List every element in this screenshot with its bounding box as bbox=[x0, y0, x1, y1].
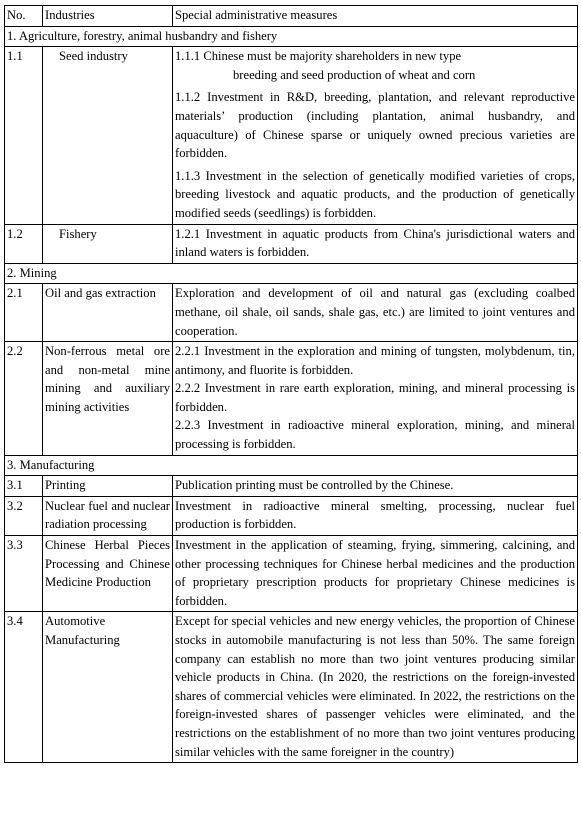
section-row bbox=[5, 26, 578, 47]
row-measures bbox=[173, 476, 578, 497]
industry-label: Fishery bbox=[59, 226, 97, 241]
row-industry: Non-ferrous metal ore and non-metal mine mining and auxiliary mining activities bbox=[43, 342, 173, 456]
measure-item: Except for special vehicles and new energy vehicles, the proportion of Chinese stocks in automobile manufacturing is not less than 50%. The same foreign company can establish no more than two joint ventures producing similar vehicle products in China. (In 2020, the restrictions on the foreign-invested shares of commercial vehicles were eliminated. In 2022, the restrictions on the foreign-invested shares of passenger vehicles were eliminated, and the restrictions on the establishment of no more than two joint ventures producing similar vehicles with the same foreigner in the country) bbox=[175, 614, 575, 759]
row-measures bbox=[173, 224, 578, 263]
table-row bbox=[5, 342, 578, 456]
header-row bbox=[5, 6, 578, 27]
section-row bbox=[5, 263, 578, 284]
section-title: 3. Manufacturing bbox=[5, 455, 578, 476]
measure-item: Publication printing must be controlled by the Chinese. bbox=[175, 478, 454, 493]
row-no: 2.1 bbox=[5, 284, 43, 342]
row-industry bbox=[43, 224, 173, 263]
row-no: 2.2 bbox=[5, 342, 43, 456]
row-measures bbox=[173, 612, 578, 763]
measure-item: breeding and seed production of wheat and corn bbox=[233, 67, 476, 82]
measure-item: 2.2.1 Investment in the exploration and mining of tungsten, molybdenum, tin, antimony, and fluorite is forbidden. bbox=[175, 344, 575, 377]
measure-item: 1.2.1 Investment in aquatic products from China's jurisdictional waters and inland waters is forbidden. bbox=[175, 226, 575, 260]
row-industry bbox=[43, 47, 173, 224]
row-no: 3.4 bbox=[5, 612, 43, 763]
row-no: 3.2 bbox=[5, 496, 43, 535]
table-row bbox=[5, 496, 578, 535]
measure-item: Investment in radioactive mineral smelting, processing, nuclear fuel production is forbidden. bbox=[175, 498, 575, 532]
row-industry: Nuclear fuel and nuclear radiation processing bbox=[43, 496, 173, 535]
measure-item: 1.1.1 Chinese must be majority shareholders in new type bbox=[175, 49, 462, 64]
row-measures bbox=[173, 342, 578, 456]
section-title: 1. Agriculture, forestry, animal husbandry and fishery bbox=[5, 26, 578, 47]
table-row bbox=[5, 284, 578, 342]
table-row bbox=[5, 536, 578, 612]
row-no: 3.1 bbox=[5, 476, 43, 497]
row-industry: Printing bbox=[43, 476, 173, 497]
header-no: No. bbox=[5, 6, 43, 27]
table-row bbox=[5, 47, 578, 224]
row-industry: Chinese Herbal Pieces Processing and Chinese Medicine Production bbox=[43, 536, 173, 612]
table-row bbox=[5, 224, 578, 263]
row-measures bbox=[173, 284, 578, 342]
section-title: 2. Mining bbox=[5, 263, 578, 284]
row-industry: Oil and gas extraction bbox=[43, 284, 173, 342]
row-industry: Automotive Manufacturing bbox=[43, 612, 173, 763]
industry-label: Seed industry bbox=[59, 49, 128, 64]
row-measures bbox=[173, 536, 578, 612]
row-measures bbox=[173, 496, 578, 535]
measure-item: Exploration and development of oil and natural gas (excluding coalbed methane, oil shale, oil sands, shale gas, etc.) are limited to joint ventures and cooperation. bbox=[175, 286, 575, 338]
row-no: 3.3 bbox=[5, 536, 43, 612]
header-industries: Industries bbox=[43, 6, 173, 27]
header-measures: Special administrative measures bbox=[173, 6, 578, 27]
measures-table bbox=[4, 5, 578, 763]
table-row bbox=[5, 476, 578, 497]
table-row bbox=[5, 612, 578, 763]
section-row bbox=[5, 455, 578, 476]
measure-item: 2.2.3 Investment in radioactive mineral exploration, mining, and mineral processing is forbidden. bbox=[175, 418, 575, 452]
row-measures bbox=[173, 47, 578, 224]
measure-item: 1.1.3 Investment in the selection of genetically modified varieties of crops, breeding livestock and aquatic products, and the production of genetically modified seeds (seedlings) is forbidden. bbox=[175, 168, 575, 220]
measure-item: 2.2.2 Investment in rare earth exploration, mining, and mineral processing is forbidden. bbox=[175, 381, 575, 414]
measure-item: 1.1.2 Investment in R&D, breeding, plantation, and relevant reproductive materials’ production (including plantation, animal husbandry, and aquaculture) of Chinese sparse or uniquely owned precious varieties are forbidden. bbox=[175, 90, 575, 161]
row-no: 1.1 bbox=[5, 47, 43, 224]
measure-item: Investment in the application of steaming, frying, simmering, calcining, and other processing techniques for Chinese herbal medicines and the production of proprietary prescription products for proprietary Chinese medicines is forbidden. bbox=[175, 538, 575, 608]
row-no: 1.2 bbox=[5, 224, 43, 263]
